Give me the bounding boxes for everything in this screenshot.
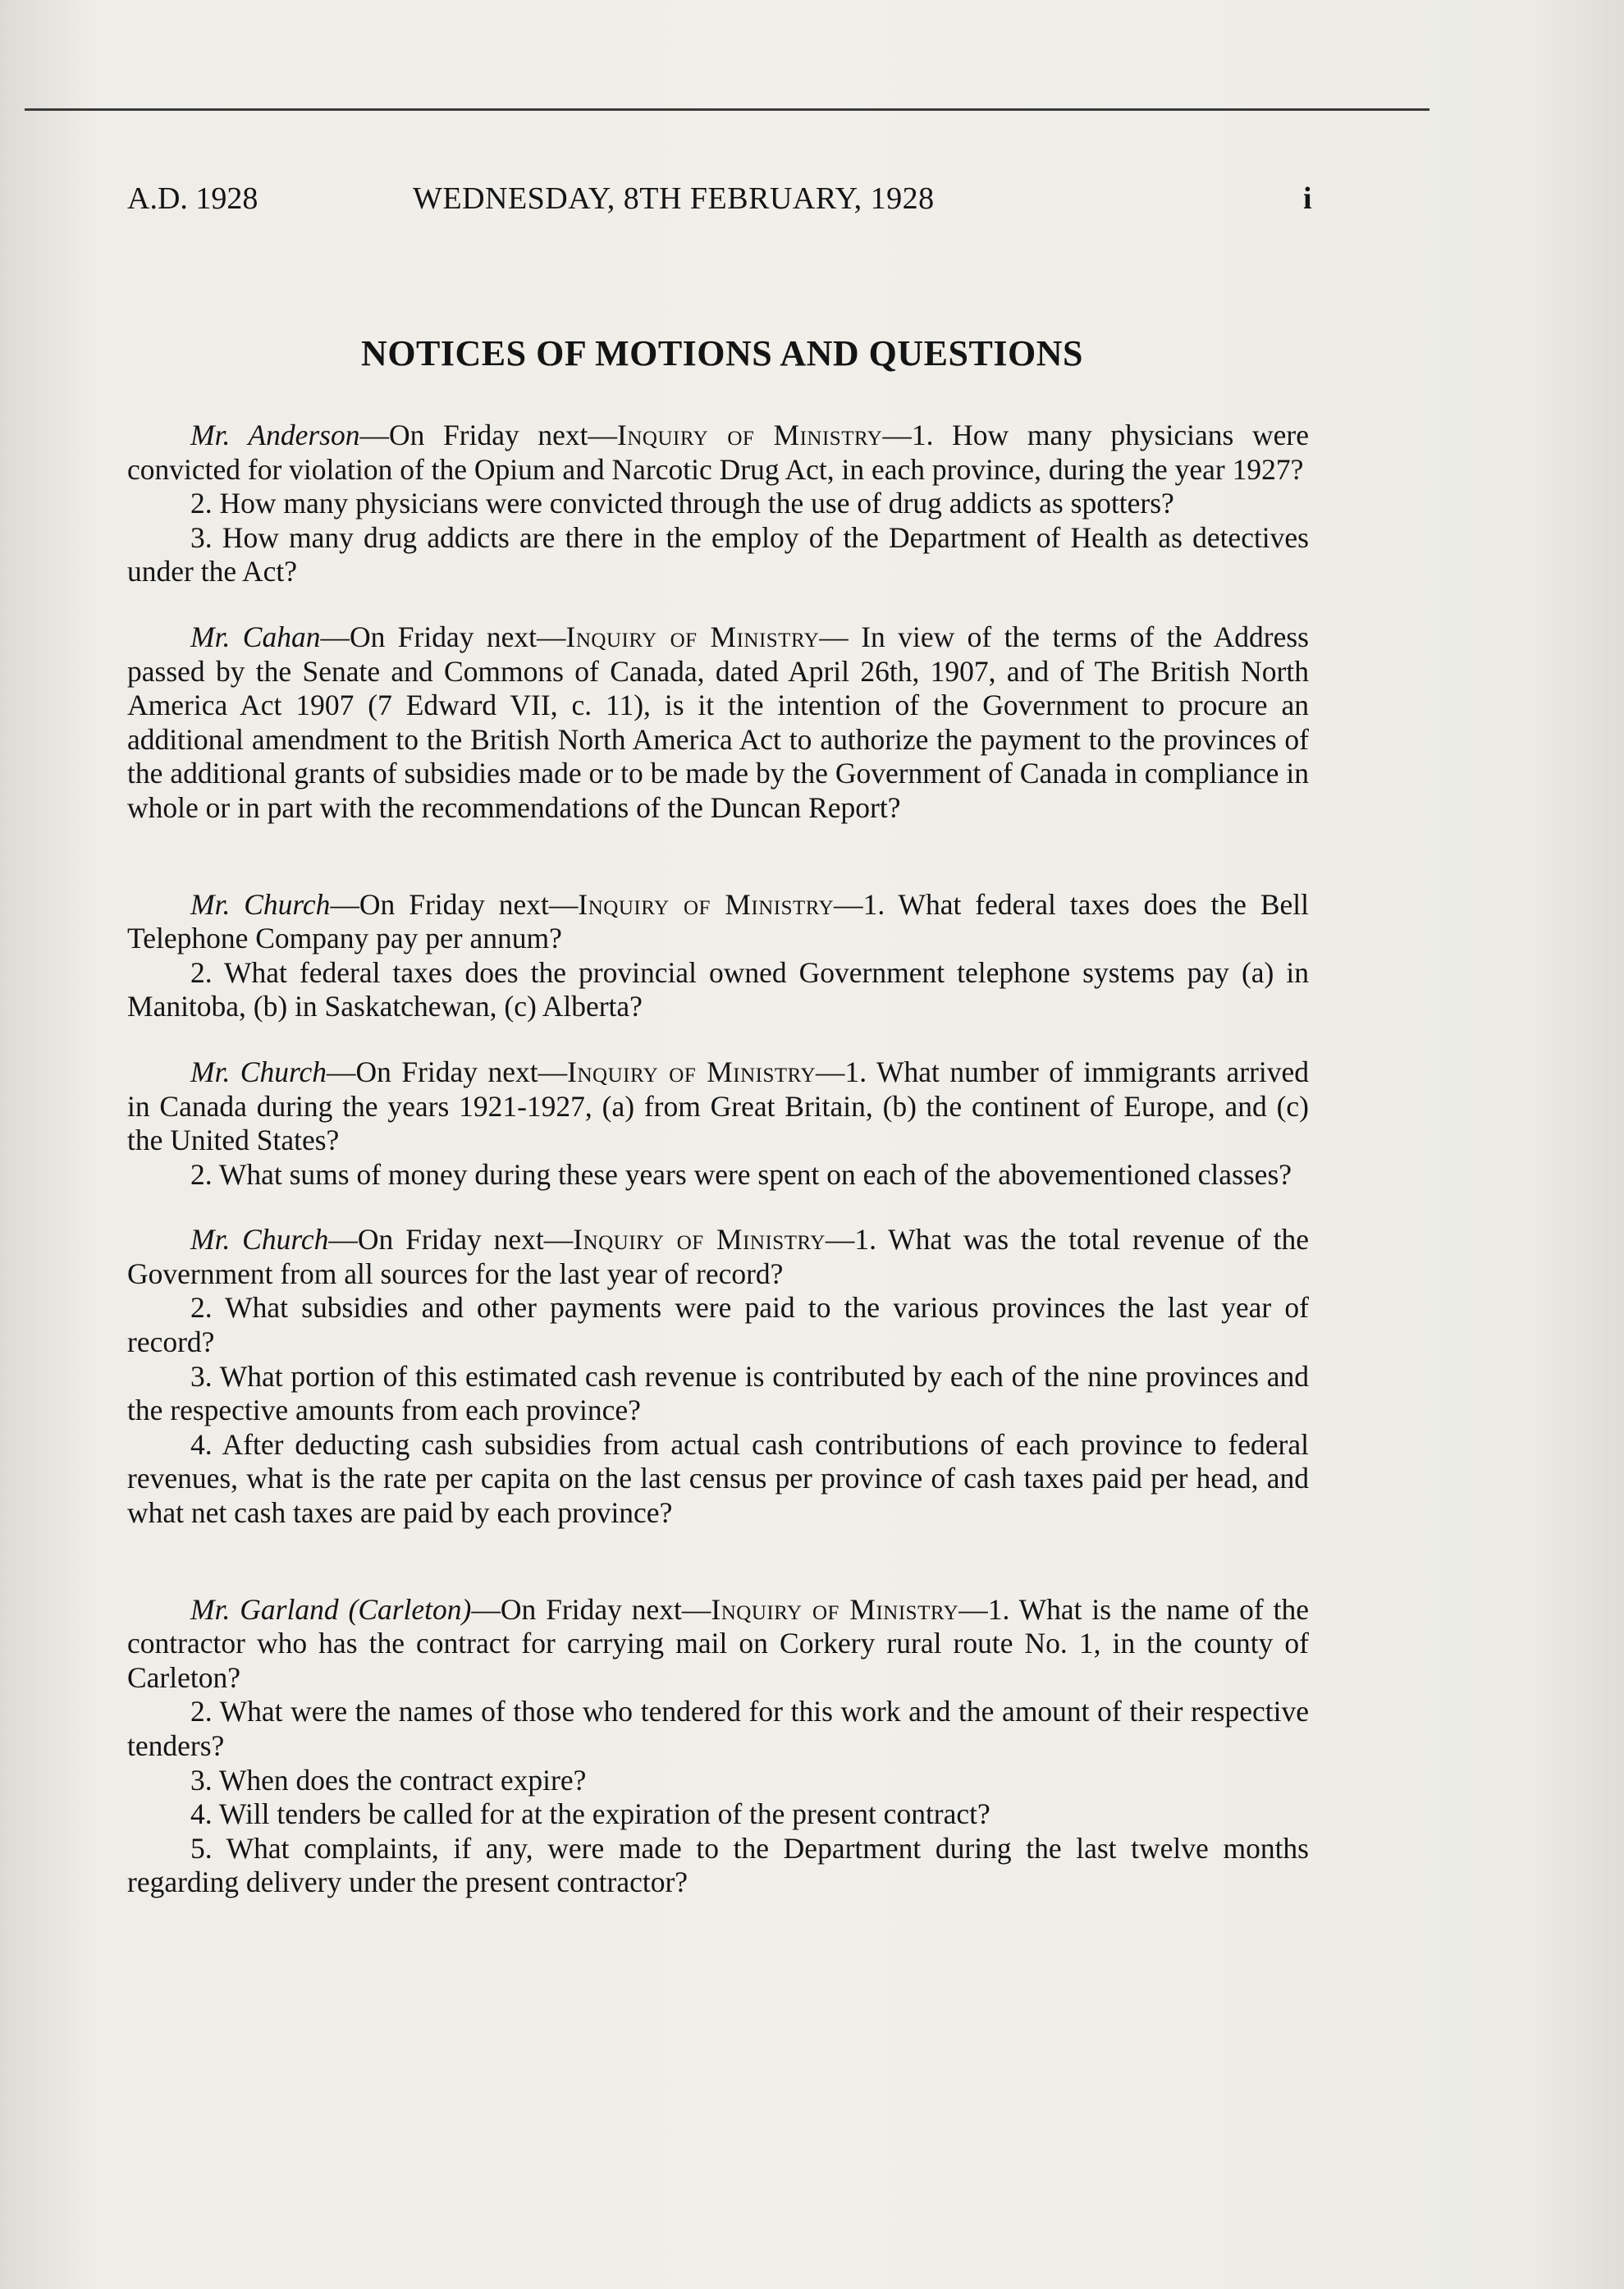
notice-paragraph — [127, 1223, 1309, 1291]
notices-body — [127, 419, 1309, 1900]
notice-lead: —On Friday next— — [359, 419, 618, 451]
notice-paragraph — [127, 1055, 1309, 1158]
notice-paragraph — [127, 419, 1309, 487]
notice-paragraph: 2. What federal taxes does the provincial owned Government telephone systems pay (a) in Manitoba, (b) in Saskatchewan, (c) Alberta? — [127, 955, 1309, 1023]
inquiry-label: Inquiry of Ministry — [565, 620, 820, 653]
notice-paragraph: 5. What complaints, if any, were made to the Department during the last twelve months regarding delivery under the present contractor? — [127, 1831, 1309, 1899]
inquiry-label: Inquiry of Ministry — [578, 887, 835, 921]
notice-paragraph: 2. What were the names of those who tendered for this work and the amount of their respective tenders? — [127, 1695, 1309, 1762]
notice-paragraph: 3. What portion of this estimated cash revenue is contributed by each of the nine provinces and the respective amounts from each province? — [127, 1359, 1309, 1427]
notice-paragraph: 3. How many drug addicts are there in the employ of the Department of Health as detectives under the Act? — [127, 520, 1309, 588]
member-name: Mr. Anderson — [190, 419, 360, 451]
notice-paragraph: 3. When does the contract expire? — [190, 1763, 587, 1797]
notice-text: —1. What is the name of the contractor who has the contract for carrying mail on Corkery rural route No. 1, in the county of Carleton? — [127, 1592, 1309, 1694]
member-name: Mr. Cahan — [190, 620, 321, 653]
member-name: Mr. Church — [190, 1223, 329, 1257]
notice-cahan — [127, 620, 1309, 826]
page-header — [127, 174, 1317, 223]
notice-paragraph: 2. What subsidies and other payments were paid to the various provinces the last year of record? — [127, 1291, 1309, 1359]
member-name: Mr. Church — [190, 1055, 327, 1088]
notice-garland — [127, 1593, 1309, 1900]
inquiry-label: Inquiry of Ministry — [617, 419, 883, 451]
notice-lead: —On Friday next— — [320, 620, 566, 653]
notice-text: — In view of the terms of the Address passed by the Senate and Commons of Canada, dated April 26th, 1907, and of The British North America Act 1907 (7 Edward VII, c. 11), is it the intention of the Government to procure an additional amendment to the British North America Act to authorize the payment to the provinces of the additional grants of subsidies made or to be made by the Government of Canada in compliance in whole or in part with the recommendations of the Duncan Report? — [127, 620, 1309, 824]
notice-text: —1. How many physicians were convicted for violation of the Opium and Narcotic Drug Act, in each province, during the year 1927? — [127, 419, 1309, 486]
header-year: A.D. 1928 — [127, 181, 258, 216]
notice-paragraph: 2. How many physicians were convicted through the use of drug addicts as spotters? — [190, 487, 1174, 520]
notice-paragraph: 4. After deducting cash subsidies from actual cash contributions of each province to federal revenues, what is the rate per capita on the last census per province of cash taxes paid per head, and what net cash taxes are paid by each province? — [127, 1427, 1309, 1530]
notice-text: —1. What number of immigrants arrived in Canada during the years 1921-1927, (a) from Great Britain, (b) the continent of Europe, and (c) the United States? — [127, 1055, 1310, 1157]
notice-paragraph: 2. What sums of money during these years were spent on each of the abovementioned classes? — [190, 1157, 1292, 1191]
notice-paragraph — [127, 620, 1309, 826]
member-name: Mr. Garland (Carleton) — [190, 1592, 472, 1626]
inquiry-label: Inquiry of Ministry — [573, 1223, 826, 1257]
notice-text: —1. What was the total revenue of the Government from all sources for the last year of record? — [127, 1223, 1309, 1290]
notice-anderson — [127, 419, 1309, 589]
notice-church-telephone — [127, 888, 1309, 1024]
inquiry-label: Inquiry of Ministry — [711, 1592, 959, 1626]
page-title: NOTICES OF MOTIONS AND QUESTIONS — [361, 333, 1083, 373]
notice-lead: —On Friday next— — [327, 1055, 568, 1088]
member-name: Mr. Church — [190, 887, 331, 921]
notice-lead: —On Friday next— — [330, 887, 579, 921]
notice-church-immigrants — [127, 1055, 1309, 1192]
notice-lead: —On Friday next— — [471, 1592, 711, 1626]
notice-lead: —On Friday next— — [328, 1223, 574, 1257]
header-date: WEDNESDAY, 8TH FEBRUARY, 1928 — [413, 181, 935, 216]
header-rule — [25, 108, 1430, 111]
notice-text: —1. What federal taxes does the Bell Telephone Company pay per annum? — [127, 887, 1309, 955]
notice-paragraph — [127, 1593, 1309, 1696]
notice-paragraph — [127, 888, 1309, 956]
inquiry-label: Inquiry of Ministry — [567, 1055, 817, 1088]
notice-church-revenue — [127, 1223, 1309, 1530]
notice-paragraph: 4. Will tenders be called for at the expiration of the present contract? — [190, 1797, 990, 1831]
header-page-number: i — [1303, 181, 1312, 216]
